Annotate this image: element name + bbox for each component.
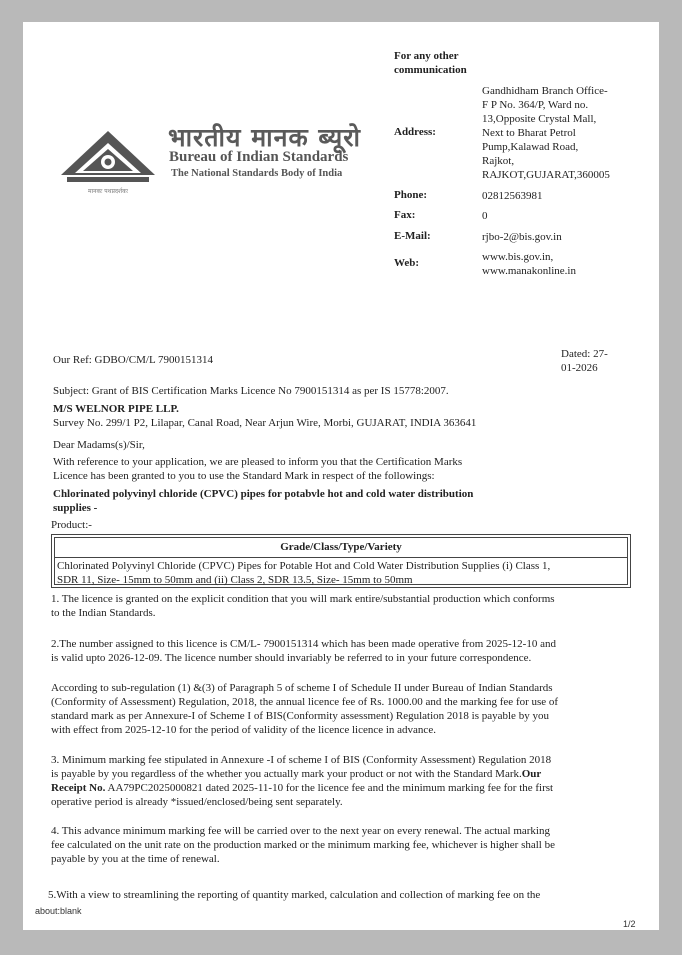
intro-line: With reference to your application, we are pleased to inform you that the Certification Marks — [53, 456, 463, 468]
paragraph-6: 5.With a view to streamlining the reporting of quantity marked, calculation and collection of marking fee on the — [48, 889, 541, 901]
address-line: Pump,Kalawad Road, — [482, 141, 579, 153]
paragraph-line: 3. Minimum marking fee stipulated in Annexure -I of scheme I of BIS (Conformity Assessment) Regulation 2018 — [51, 754, 552, 766]
email-value: rjbo-2@bis.gov.in — [482, 231, 562, 243]
paragraph-2 — [51, 637, 556, 665]
paragraph-line: with effect from 2025-12-10 for the period of validity of the licence licence in advance. — [51, 724, 436, 736]
paragraph-line: is valid upto 2026-12-09. The licence number should invariably be referred to in your future correspondence. — [51, 652, 532, 664]
fax-value: 0 — [482, 210, 488, 222]
product-label: Product:- — [51, 519, 92, 531]
receipt-label: Receipt No. — [51, 782, 106, 794]
product-table — [51, 534, 631, 588]
address-line: RAJKOT,GUJARAT,360005 — [482, 169, 610, 181]
table-header: Grade/Class/Type/Variety — [55, 538, 627, 558]
intro-line: Licence has been granted to you to use the Standard Mark in respect of the followings: — [53, 470, 435, 482]
paragraph-text: is payable by you regardless of the whether you actually mark your product or not with the Standard Mark. — [51, 768, 522, 780]
contact-heading-line-1: For any other — [394, 50, 459, 62]
web-label: Web: — [394, 257, 420, 269]
table-cell-line: Chlorinated Polyvinyl Chloride (CPVC) Pipes for Potable Hot and Cold Water Distribution Supplies (i) Class 1, — [57, 560, 551, 572]
firm-address: Survey No. 299/1 P2, Lilapar, Canal Road, Near Arjun Wire, Morbi, GUJARAT, INDIA 363641 — [53, 417, 477, 429]
address-line: F P No. 364/P, Ward no. — [482, 99, 589, 111]
paragraph-line — [51, 781, 553, 795]
address-value — [482, 84, 652, 182]
product-title — [53, 487, 473, 515]
svg-text:मानकः पथप्रदर्शकः: मानकः पथप्रदर्शकः — [88, 188, 128, 195]
bis-hindi-name: भारतीय मानक ब्यूरो — [168, 123, 361, 152]
footer-url: about:blank — [35, 906, 82, 916]
paragraph-line: 4. This advance minimum marking fee will be carried over to the next year on every renewal. The actual marking — [51, 825, 550, 837]
paragraph-line: 2.The number assigned to this licence is CM/L- 7900151314 which has been made operative from 2025-12-10 and — [51, 638, 556, 650]
paragraph-line — [51, 767, 553, 781]
subject: Subject: Grant of BIS Certification Marks Licence No 7900151314 as per IS 15778:2007. — [53, 385, 449, 397]
bis-logo-icon — [59, 129, 157, 199]
paragraph-line: payable by you at the time of renewal. — [51, 853, 220, 865]
paragraph-line: standard mark as per Annexure-I of Scheme I of BIS(Conformity assessment) Regulation 2018 is payable by you — [51, 710, 549, 722]
product-table-inner — [54, 537, 628, 585]
address-label: Address: — [394, 126, 436, 138]
firm-name: M/S WELNOR PIPE LLP. — [53, 403, 179, 415]
web-value — [482, 250, 652, 278]
paragraph-5 — [51, 824, 555, 866]
bis-org-name: Bureau of Indian Standards — [169, 149, 349, 165]
contact-heading-line-2: communication — [394, 64, 467, 76]
dated — [561, 347, 608, 375]
footer-page-number: 1/2 — [623, 919, 636, 929]
email-label: E-Mail: — [394, 230, 431, 242]
salutation: Dear Madams(s)/Sir, — [53, 439, 145, 451]
dated-line-1: Dated: 27- — [561, 348, 608, 360]
product-title-line: supplies - — [53, 502, 98, 514]
paragraph-4 — [51, 753, 553, 809]
web-line: www.bis.gov.in, — [482, 251, 554, 263]
bis-tagline: The National Standards Body of India — [171, 168, 343, 179]
table-cell — [57, 559, 625, 587]
paragraph-line: operative period is already *issued/enclosed/being sent separately. — [51, 796, 343, 808]
address-line: Gandhidham Branch Office- — [482, 85, 608, 97]
product-title-line: Chlorinated polyvinyl chloride (CPVC) pipes for potabvle hot and cold water distribution — [53, 488, 474, 500]
phone-label: Phone: — [394, 189, 427, 201]
paragraph-text: AA79PC2025000821 dated 2025-11-10 for the licence fee and the minimum marking fee for the first — [105, 782, 554, 794]
address-line: 13,Opposite Crystal Mall, — [482, 113, 597, 125]
address-line: Rajkot, — [482, 155, 515, 167]
paragraph-line: fee calculated on the unit rate on the production marked or the minimum marking fee, whichever is higher shall be — [51, 839, 555, 851]
paragraph-bold-text: Our — [521, 768, 542, 780]
fax-label: Fax: — [394, 209, 416, 221]
paragraph-1 — [51, 592, 555, 620]
our-ref: Our Ref: GDBO/CM/L 7900151314 — [53, 354, 214, 366]
paragraph-line: (Conformity of Assessment) Regulation, 2018, the annual licence fee of Rs. 1000.00 and the marking fee for use of — [51, 696, 559, 708]
document-page — [23, 22, 659, 930]
intro-paragraph — [53, 455, 462, 483]
paragraph-line: 1. The licence is granted on the explicit condition that you will mark entire/substantial production which conforms — [51, 593, 555, 605]
web-line: www.manakonline.in — [482, 265, 576, 277]
phone-value: 02812563981 — [482, 190, 543, 202]
dated-line-2: 01-2026 — [561, 362, 598, 374]
table-cell-line: SDR 11, Size- 15mm to 50mm and (ii) Class 2, SDR 13.5, Size- 15mm to 50mm — [57, 574, 413, 586]
paragraph-line: to the Indian Standards. — [51, 607, 156, 619]
paragraph-3 — [51, 681, 558, 737]
paragraph-line: According to sub-regulation (1) &(3) of Paragraph 5 of scheme I of Schedule II under Bureau of Indian Standards — [51, 682, 553, 694]
contact-heading — [394, 49, 467, 77]
address-line: Next to Bharat Petrol — [482, 127, 576, 139]
